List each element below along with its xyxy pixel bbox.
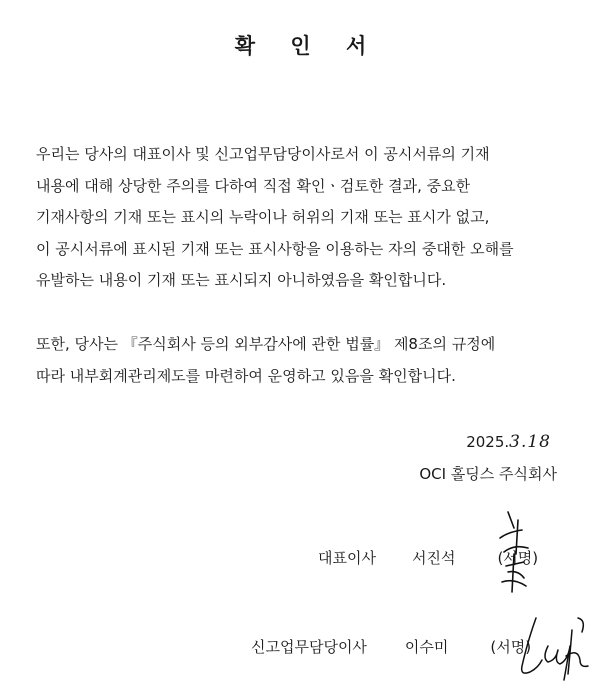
paragraph-line: 우리는 당사의 대표이사 및 신고업무담당이사로서 이 공시서류의 기재: [36, 145, 490, 163]
paragraph-line: 이 공시서류에 표시된 기재 또는 표시사항을 이용하는 자의 중대한 오해를: [36, 239, 514, 258]
internal-control-paragraph: [36, 329, 576, 392]
ceo-handwritten-signature: [478, 508, 548, 598]
paragraph-line: 내용에 대해 상당한 주의를 다하여 직접 확인ㆍ검토한 결과, 중요한: [36, 176, 471, 195]
signature-placeholder: (서명): [490, 638, 532, 656]
date-handwritten: 3.18: [509, 432, 551, 452]
document-date: [466, 432, 551, 452]
confirmation-paragraph: [36, 139, 576, 297]
signatory-role: 신고업무담당이사: [251, 638, 367, 656]
signature-placeholder: (서명): [497, 549, 539, 567]
document-title: 확 인 서: [234, 34, 381, 58]
paragraph-line: 따라 내부회계관리제도를 마련하여 운영하고 있음을 확인합니다.: [36, 366, 456, 385]
officer-handwritten-signature: [508, 610, 598, 692]
signatory-role: 대표이사: [318, 549, 376, 567]
paragraph-line: 또한, 당사는 『주식회사 등의 외부감사에 관한 법률』 제8조의 규정에: [36, 335, 496, 353]
company-name: OCI 홀딩스 주식회사: [419, 465, 557, 483]
paragraph-line: 유발하는 내용이 기재 또는 표시되지 아니하였음을 확인합니다.: [36, 271, 447, 289]
paragraph-line: 기재사항의 기재 또는 표시의 누락이나 허위의 기재 또는 표시가 없고,: [36, 208, 490, 226]
date-printed: 2025.: [466, 433, 510, 451]
signatory-name: 서진석: [411, 549, 456, 567]
signatory-name: 이수미: [404, 638, 449, 656]
disclosure-officer-signature-row: [251, 636, 531, 657]
